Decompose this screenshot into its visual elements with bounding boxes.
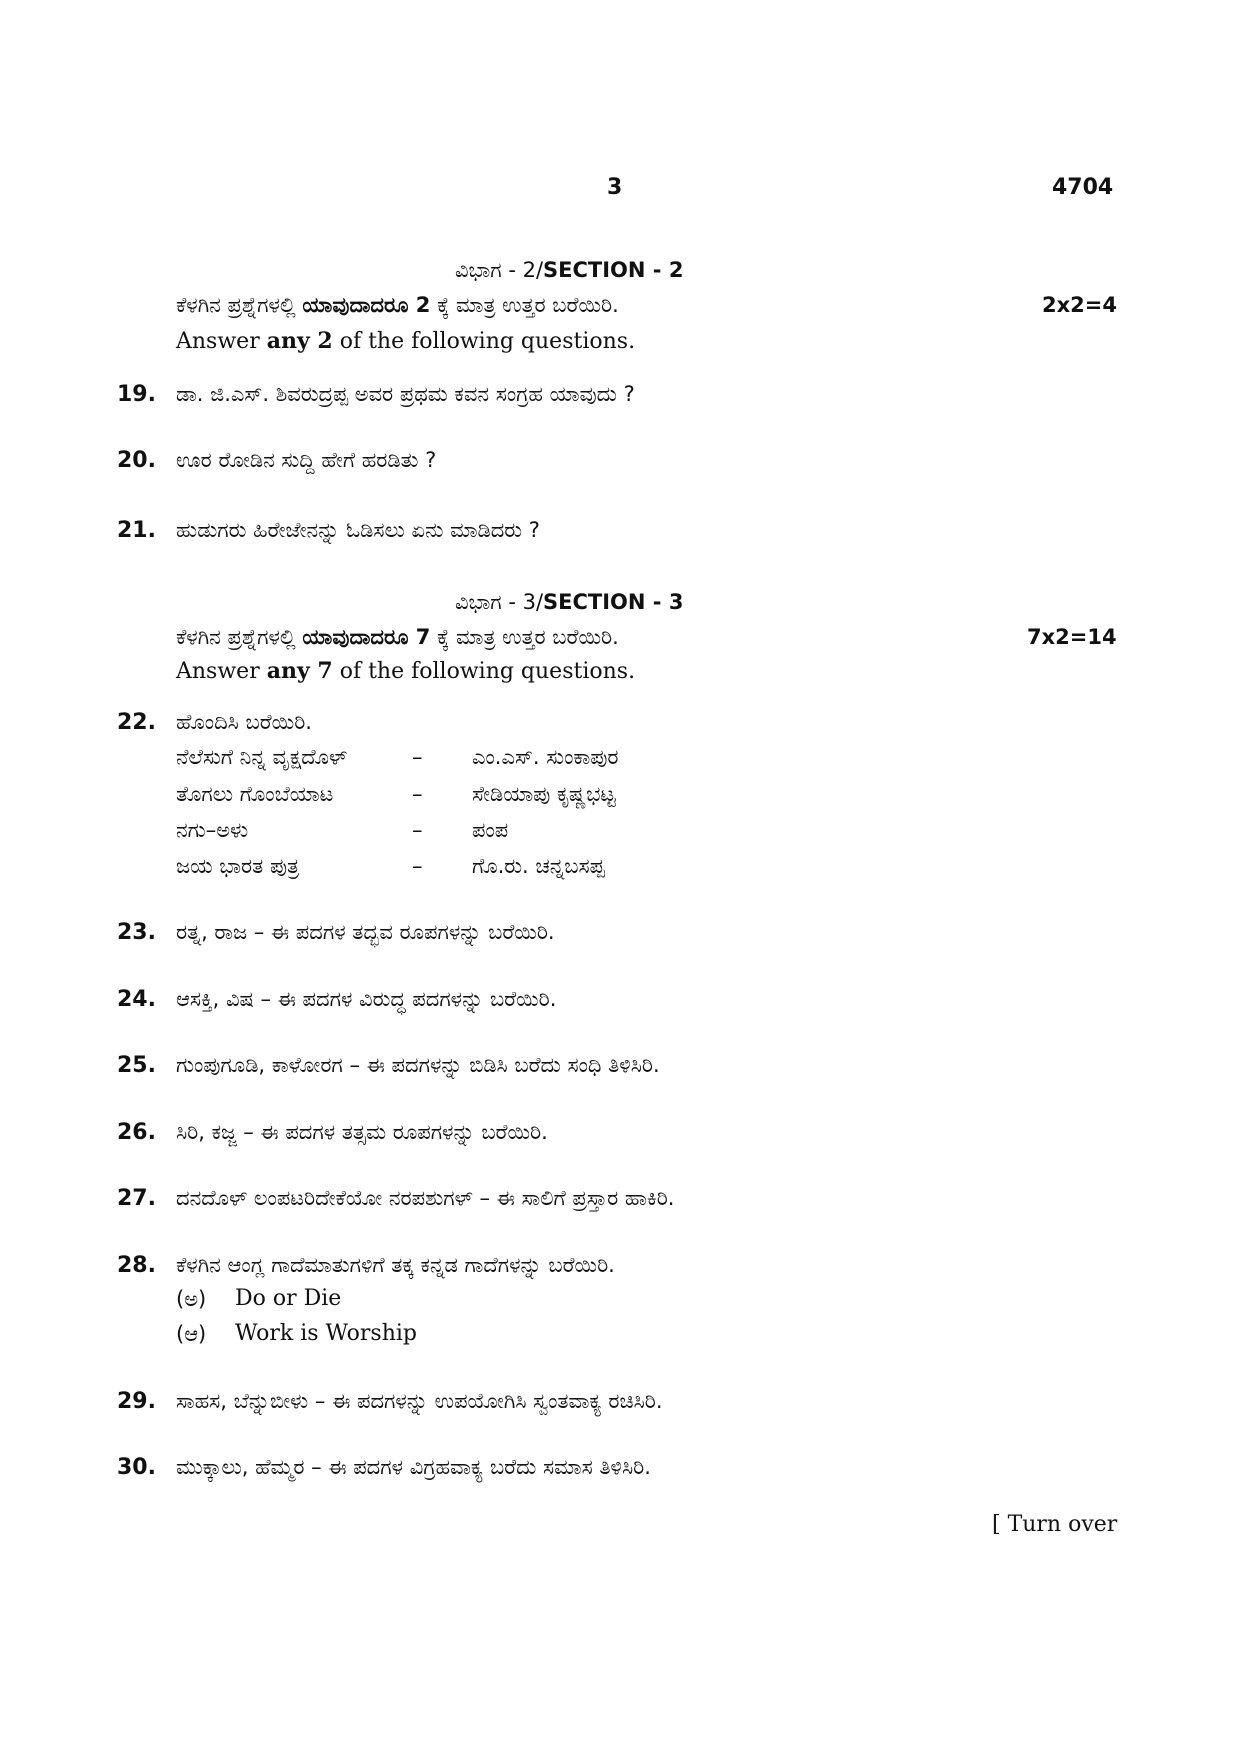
section-2-instruction-kn <box>176 293 619 318</box>
question-number: 22. <box>117 710 156 735</box>
question-number: 24. <box>117 987 156 1012</box>
match-dash: – <box>412 818 423 842</box>
section-2-title <box>455 258 683 283</box>
instruction-text: ಕ್ಕೆ ಮಾತ್ರ ಉತ್ತರ ಬರೆಯಿರಿ. <box>430 293 619 317</box>
option-text: Do or Die <box>235 1286 342 1311</box>
section-3-instruction-kn <box>176 625 619 650</box>
section-3-title-en: SECTION - 3 <box>543 590 684 614</box>
match-right: ಎಂ.ಎಸ್. ಸುಂಕಾಪುರ <box>472 745 619 769</box>
question-text: ಸಾಹಸ, ಬೆನ್ನುಬೀಳು – ಈ ಪದಗಳನ್ನು ಉಪಯೋಗಿಸಿ ಸ್ವಂತವಾಕ್ಯ ರಚಿಸಿರಿ. <box>176 1389 663 1413</box>
match-dash: – <box>412 782 423 806</box>
section-3-title-kn: ವಿಭಾಗ - 3/ <box>455 590 544 614</box>
option-label: (ಅ) <box>176 1287 207 1311</box>
instruction-bold: any 7 <box>266 658 333 684</box>
section-3-title <box>455 590 683 615</box>
instruction-text: ಕ್ಕೆ ಮಾತ್ರ ಉತ್ತರ ಬರೆಯಿರಿ. <box>430 625 619 649</box>
question-text: ಗುಂಪುಗೂಡಿ, ಕಾಳೋರಗ – ಈ ಪದಗಳನ್ನು ಬಿಡಿಸಿ ಬರೆದು ಸಂಧಿ ತಿಳಿಸಿರಿ. <box>176 1053 660 1077</box>
question-text: ಆಸಕ್ತಿ, ವಿಷ – ಈ ಪದಗಳ ವಿರುದ್ಧ ಪದಗಳನ್ನು ಬರೆಯಿರಿ. <box>176 987 557 1011</box>
turn-over-note: [ Turn over <box>992 1512 1118 1537</box>
instruction-bold: ಯಾವುದಾದರೂ 2 <box>302 293 431 317</box>
section-2-marks: 2x2=4 <box>1042 293 1117 317</box>
match-left: ಜಯ ಭಾರತ ಪುತ್ರ <box>176 854 300 878</box>
question-text: ಕೆಳಗಿನ ಆಂಗ್ಲ ಗಾದೆಮಾತುಗಳಿಗೆ ತಕ್ಕ ಕನ್ನಡ ಗಾದೆಗಳನ್ನು ಬರೆಯಿರಿ. <box>176 1253 615 1277</box>
instruction-text: of the following questions. <box>332 329 636 354</box>
question-number: 25. <box>117 1053 156 1078</box>
instruction-text: of the following questions. <box>332 659 636 684</box>
instruction-text: Answer <box>176 329 267 354</box>
instruction-bold: any 2 <box>266 328 333 354</box>
section-2-instruction-en <box>176 328 635 354</box>
page-number: 3 <box>607 175 623 200</box>
match-left: ನಗು–ಅಳು <box>176 818 249 842</box>
question-text: ರತ್ನ, ರಾಜ – ಈ ಪದಗಳ ತದ್ಭವ ರೂಪಗಳನ್ನು ಬರೆಯಿರಿ. <box>176 920 555 944</box>
match-dash: – <box>412 745 423 769</box>
option-text: Work is Worship <box>235 1321 417 1346</box>
match-left: ನೆಲೆಸುಗೆ ನಿನ್ನ ವೃಕ್ಷದೊಳ್ <box>176 745 348 769</box>
question-number: 19. <box>117 382 156 407</box>
question-text: ಊರ ರೋಡಿನ ಸುದ್ದಿ ಹೇಗೆ ಹರಡಿತು ? <box>176 448 437 472</box>
question-text: ಹುಡುಗರು ಹಿರೇಜೇನನ್ನು ಓಡಿಸಲು ಏನು ಮಾಡಿದರು ? <box>176 518 540 542</box>
section-2-title-en: SECTION - 2 <box>543 258 684 282</box>
question-number: 27. <box>117 1186 156 1211</box>
instruction-text: ಕೆಳಗಿನ ಪ್ರಶ್ನೆಗಳಲ್ಲಿ <box>176 625 303 649</box>
question-number: 21. <box>117 518 156 543</box>
question-text: ಹೊಂದಿಸಿ ಬರೆಯಿರಿ. <box>176 710 312 734</box>
question-text: ಡಾ. ಜಿ.ಎಸ್. ಶಿವರುದ್ರಪ್ಪ ಅವರ ಪ್ರಥಮ ಕವನ ಸಂಗ್ರಹ ಯಾವುದು ? <box>176 382 635 406</box>
match-dash: – <box>412 854 423 878</box>
section-3-marks: 7x2=14 <box>1027 625 1117 649</box>
question-number: 20. <box>117 448 156 473</box>
match-right: ಸೇಡಿಯಾಪು ಕೃಷ್ಣಭಟ್ಟ <box>472 782 616 806</box>
instruction-bold: ಯಾವುದಾದರೂ 7 <box>302 625 431 649</box>
question-number: 30. <box>117 1455 156 1480</box>
match-left: ತೊಗಲು ಗೊಂಬೆಯಾಟ <box>176 782 334 806</box>
match-right: ಪಂಪ <box>472 818 509 842</box>
question-number: 26. <box>117 1120 156 1145</box>
question-number: 28. <box>117 1253 156 1278</box>
section-3-instruction-en <box>176 658 635 684</box>
match-right: ಗೊ.ರು. ಚನ್ನಬಸಪ್ಪ <box>472 854 605 878</box>
question-number: 23. <box>117 920 156 945</box>
paper-code: 4704 <box>1052 175 1114 200</box>
instruction-text: Answer <box>176 659 267 684</box>
question-text: ದನದೊಳ್ ಲಂಪಟರಿದೇಕೆಯೋ ನರಪಶುಗಳ್ – ಈ ಸಾಲಿಗೆ ಪ್ರಸ್ತಾರ ಹಾಕಿರಿ. <box>176 1186 675 1210</box>
question-text: ಮುಕ್ಕಾಲು, ಹೆಮ್ಮರ – ಈ ಪದಗಳ ವಿಗ್ರಹವಾಕ್ಯ ಬರೆದು ಸಮಾಸ ತಿಳಿಸಿರಿ. <box>176 1455 651 1479</box>
question-text: ಸಿರಿ, ಕಜ್ಜ – ಈ ಪದಗಳ ತತ್ಸಮ ರೂಪಗಳನ್ನು ಬರೆಯಿರಿ. <box>176 1120 548 1144</box>
question-number: 29. <box>117 1389 156 1414</box>
option-label: (ಆ) <box>176 1322 207 1346</box>
instruction-text: ಕೆಳಗಿನ ಪ್ರಶ್ನೆಗಳಲ್ಲಿ <box>176 293 303 317</box>
section-2-title-kn: ವಿಭಾಗ - 2/ <box>455 258 544 282</box>
